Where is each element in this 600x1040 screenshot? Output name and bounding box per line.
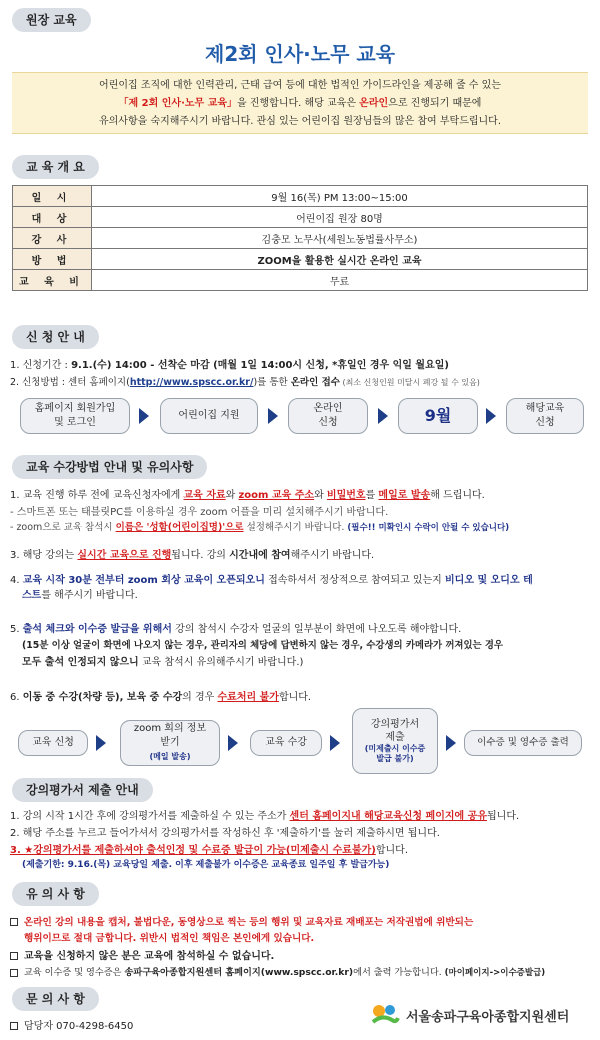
center-logo [370, 1002, 569, 1028]
section-tag-notice: 유 의 사 항 [12, 882, 99, 906]
eval-line1: 1. 강의 시작 1시간 후에 강의평가서를 제출하실 수 있는 주소가 센터 홈페이지내 해당교육신청 페이지에 공유됩니다. [10, 811, 520, 822]
flow-step-month: 9월 [398, 398, 478, 434]
section-tag-contact: 문 의 사 항 [12, 987, 99, 1011]
notice-line3: 교육 이수증 및 영수증은 송파구육아종합지원센터 홈페이지(www.spscc.or.kr)에서 출력 가능합니다. (마이페이지->이수증발급) [10, 964, 545, 978]
flow2-step-eval: 강의평가서 제출 (미제출시 이수증 발급 불가) [352, 708, 438, 774]
apply-period: 1. 신청기간 : 9.1.(수) 14:00 - 선착순 마감 (매월 1일 14:00시 신청, *휴일인 경우 익일 월요일) [10, 360, 449, 371]
flow-step-daycare: 어린이집 지원 [160, 398, 258, 434]
apply-method: 2. 신청방법 : 센터 홈페이지(http://www.spscc.or.kr/)를 통한 온라인 접수 (최소 신청인원 미달시 폐강 될 수 있음) [10, 377, 480, 388]
arrow-icon [228, 735, 238, 751]
table-row: 교 육 비 무료 [13, 270, 588, 291]
flow-step-course: 해당교육 신청 [506, 398, 584, 434]
arrow-icon [486, 408, 496, 424]
section-tag-apply: 신 청 안 내 [12, 325, 99, 349]
overview-table [12, 185, 588, 291]
eval-deadline: (제출기한: 9.16.(목) 교육당일 제출. 이후 제출불가 이수증은 교육종료 일주일 후 발급가능) [22, 860, 390, 870]
arrow-icon [330, 735, 340, 751]
intro-line3: 유의사항을 숙지해주시기 바랍니다. 관심 있는 어린이집 원장님들의 많은 참여 부탁드립니다. [98, 116, 502, 127]
section-tag-header: 원장 교육 [12, 8, 91, 32]
intro-line1: 어린이집 조직에 대한 인력관리, 근태 급여 등에 대한 법적인 가이드라인을 제공해 줄 수 있는 [99, 80, 501, 91]
notice-line1-cont: 행위이므로 절대 금합니다. 위반시 법적인 책임은 본인에게 있습니다. [24, 933, 315, 944]
intro-line2: 「제 2회 인사·노무 교육」을 진행합니다. 해당 교육은 온라인으로 진행되기 때문에 [118, 98, 482, 109]
arrow-icon [139, 408, 149, 424]
method-line4: 4. 교육 시작 30분 전부터 zoom 회상 교육이 오픈되오니 접속하셔서 정상적으로 참여되고 있는지 비디오 및 오디오 테 [10, 575, 533, 586]
notice-line1: 온라인 강의 내용을 캡처, 불법다운, 동영상으로 찍는 등의 행위 및 교육자료 재배포는 저작권법에 위반되는 [10, 914, 473, 928]
intro-box [12, 72, 588, 134]
method-line3: 3. 해당 강의는 실시간 교육으로 진행됩니다. 강의 시간내에 참여해주시기 바랍니다. [10, 550, 375, 561]
arrow-icon [96, 735, 106, 751]
notice-line2: 교육을 신청하지 않은 분은 교육에 참석하실 수 없습니다. [10, 947, 274, 962]
table-row: 방 법 ZOOM을 활용한 실시간 온라인 교육 [13, 249, 588, 270]
method-line5-note2: 모두 출석 인정되지 않으니 교육 참석시 유의해주시기 바랍니다.) [22, 657, 304, 668]
flow-step-signup: 홈페이지 회원가입 및 로그인 [20, 398, 130, 434]
arrow-icon [378, 408, 388, 424]
flow-step-online: 온라인 신청 [288, 398, 368, 434]
flow2-step-attend: 교육 수강 [250, 730, 322, 756]
method-line1-sub1: - 스마트폰 또는 태블릿PC를 이용하실 경우 zoom 어플을 미리 설치해주시기 바랍니다. [10, 507, 389, 518]
bullet-icon [10, 1022, 18, 1030]
table-row: 강 사 김충모 노무사(세원노동법률사무소) [13, 228, 588, 249]
section-tag-method: 교육 수강방법 안내 및 유의사항 [12, 455, 207, 479]
method-line5-note: (15분 이상 얼굴이 화면에 나오지 않는 경우, 관리자의 체당에 답변하지 않는 경우, 수강생의 카메라가 꺼져있는 경우 [22, 640, 503, 651]
section-tag-eval: 강의평가서 제출 안내 [12, 778, 153, 802]
eval-line2: 2. 해당 주소를 누르고 들어가셔서 강의평가서를 작성하신 후 '제출하기'를 눌러 제출하시면 됩니다. [10, 828, 440, 839]
intro-course-name: 「제 2회 인사·노무 교육」 [118, 98, 238, 109]
arrow-icon [268, 408, 278, 424]
homepage-link[interactable]: http://www.spscc.or.kr/ [129, 377, 254, 388]
bullet-icon [10, 918, 18, 926]
contact-line: 담당자 070-4298-6450 [10, 1017, 133, 1032]
method-line1: 1. 교육 진행 하루 전에 교육신청자에게 교육 자료와 zoom 교육 주소와 비밀번호를 메일로 발송해 드립니다. [10, 490, 485, 501]
table-row: 대 상 어린이집 원장 80명 [13, 207, 588, 228]
method-line4-cont: 스트를 해주시기 바랍니다. [22, 590, 138, 601]
section-tag-overview: 교 육 개 요 [12, 155, 99, 179]
center-logo-text: 서울송파구육아종합지원센터 [406, 1009, 570, 1025]
bullet-icon [10, 969, 18, 977]
method-line5: 5. 출석 체크와 이수증 발급을 위해서 강의 참석시 수강자 얼굴의 일부분이 화면에 나오도록 해야합니다. [10, 624, 462, 635]
intro-online: 온라인 [359, 98, 389, 109]
flow2-step-apply: 교육 신청 [18, 730, 88, 756]
bullet-icon [10, 952, 18, 960]
flow2-step-zoom: zoom 회의 정보 받기 (메일 발송) [120, 720, 220, 766]
flow2-step-certificate: 이수증 및 영수증 출력 [464, 730, 582, 756]
table-row: 일 시 9월 16(목) PM 13:00~15:00 [13, 186, 588, 207]
method-line1-sub2: - zoom으로 교육 참석시 이름은 '성함(어린이집명)'으로 설정해주시기 바랍니다. (필수!! 미확인시 수락이 안될 수 있습니다) [10, 522, 510, 533]
arrow-icon [446, 735, 456, 751]
method-line6: 6. 이동 중 수강(차량 등), 보육 중 수강의 경우 수료처리 불가합니다. [10, 692, 312, 703]
center-logo-icon [370, 1002, 400, 1028]
eval-line3: 3. ★강의평가서를 제출하셔야 출석인정 및 수료증 발급이 가능(미제출시 수료불가)합니다. [10, 845, 409, 856]
page-title: 제2회 인사·노무 교육 [205, 42, 395, 66]
